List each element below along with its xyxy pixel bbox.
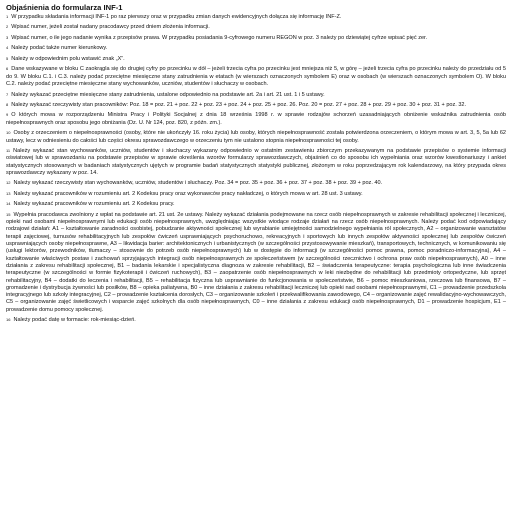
footnote-text: Wpisać numer, o ile jego nadanie wynika z przepisów prawa. W przypadku posiadania 9-cyfrowego numeru REGON w poz. 3 należy po dziewiątej cyfrze wpisać pięć zer.: [11, 34, 428, 41]
footnote-number: 7: [6, 91, 9, 97]
footnote-number: 15: [6, 211, 11, 217]
footnote: [6, 201, 506, 208]
footnote-text: Należy wykazać przeciętne miesięczne stany zatrudnienia, ustalone odpowiednio na podstawie art. 2a i art. 21 ust. 1 i 5 ustawy.: [11, 91, 325, 98]
footnote-text: Wpisać numer, jeżeli został nadany pracodawcy przed dniem złożenia informacji.: [11, 24, 210, 31]
footnote-text: Wypełnia pracodawca zwolniony z wpłat na podstawie art. 21 ust. 2e ustawy. Należy wykazać działania podejmowane na rzecz osób niepełnosprawnych w zakresie rehabilitacji społecznej i leczniczej, opieki nad osobami niepełnosprawnymi lub edukacji osób niepełnosprawnych, uwzględniając wszystkie wiodące rodzaje działań na rzecz osób niepełnosprawnych. Należy podać kod odpowiadający rodzajowi działań: A1 – kształtowanie zaradności osobistej, pobudzanie aktywności społecznej lub wyrabianie umiejętności samodzielnego wypełniania ról społecznych, A2 – organizowanie warsztatów terapii zajęciowej, turnusów rehabilitacyjnych lub zespołów ćwiczeń usprawniających psychoruchowo, rekreacyjnych i sportowych lub innych zespołów aktywności społecznej lub zespołów ćwiczeń usprawniających osoby niepełnosprawne, A3 – likwidacja barier: architektonicznych i urbanistycznych (w szczególności przystosowywanie mieszkań), transportowych, technicznych, w komunikowaniu się (usługi lektorów, przewodników, tłumaczy – stosownie do potrzeb osób niepełnosprawnych) lub w dostępie do informacji (w szczególności pomoc prawna, pomoc poradniczo-informacyjna), A4 – kształtowanie właściwych postaw i zachowań sprzyjających integracji osób niepełnosprawnych ze społeczeństwem (w szczególności rzecznictwo i ochrona praw osób niepełnosprawnych), A0 – inne działania z zakresu rehabilitacji społecznej, B1 – badania lekarskie i specjalistyczna diagnoza w zakresie rehabilitacji, B2 – świadczenia terapeutyczne: terapia psychologiczna lub inne świadczenia terapeutyczne (w szczególności w formie fizykoterapii i ćwiczeń ruchowych), B3 – zaopatrzenie osób niepełnosprawnych w leki niezbędne do rehabilitacji lub przedmioty ortopedyczne, lub sprzęt rehabilitacyjny, B4 – dodatki do leczenia i rehabilitacji, B5 – rehabilitacja fizyczna lub usprawnianie do funkcjonowania w społeczeństwie, B6 – pomoc mieszkaniowa, rzeczowa lub finansowa, B7 – gromadzenie i dystrybucja żywności lub posiłków, B8 – opieka paliatywna, B0 – inne działania z zakresu rehabilitacji leczniczej lub opieki nad osobami niepełnosprawnymi, C1 – prowadzenie przedszkola integracyjnego lub szkoły integracyjnej, C2 – prowadzenie kształcenia dorosłych, C3 – organizowanie szkoleń i przekwalifikowania zawodowego, C4 – organizowanie zajęć rewalidacyjno-wychowawczych, C5 – organizowanie zajęć świetlicowych i wsparcie zajęć szkolnych dla osób niepełnosprawnych, C0 – inne działania z zakresu edukacji osób niepełnosprawnych, D1 – prowadzenie hospicjum, E1 – prowadzenie domu pomocy społecznej.: [6, 211, 506, 313]
footnote-number: 2: [6, 24, 9, 30]
footnote: [6, 102, 506, 109]
footnote-text: Należy wykazać pracowników w rozumieniu art. 2 Kodeksu pracy oraz wykonawców pracy nakładczej, o których mowa w art. 28 ust. 3 ustawy.: [13, 190, 363, 197]
footnote-text: Należy podać datę w formacie: rok-miesiąc-dzień.: [13, 317, 136, 324]
footnote-text: Osoby z orzeczeniem o niepełnosprawności (osoby, które nie ukończyły 16. roku życia) lub osoby, których niepełnosprawność została potwierdzona orzeczeniem, o którym mowa w art. 3, 5, 5a lub 62 ustawy, lecz w odniesieniu do całości lub części okresu sprawozdawczego w orzeczeniu tym nie ustalono stopnia niepełnosprawności tej osoby.: [6, 130, 506, 144]
footnote: [6, 212, 506, 314]
footnote: [6, 14, 506, 21]
footnote-number: 11: [6, 148, 11, 154]
footnote-text: W przypadku składania informacji INF-1 po raz pierwszy oraz w przypadku zmian danych ewidencyjnych dołącza się informację INF-Z.: [11, 14, 342, 20]
footnote-number: 16: [6, 317, 11, 323]
footnote-text: Dane wskazywane w bloku C zaokrągla się do drugiej cyfry po przecinku w dół – jeżeli trzecia cyfra po przecinku jest mniejsza niż 5, w górę – jeżeli trzecia cyfra po przecinku należy do przedziału od 5 do 9. W bloku C.1. i C.3. należy podać przeciętne miesięczne stany zatrudnienia w etatach (w wierszach oznaczonych symbolem E) oraz w osobach (w wierszach oznaczonych symbolem O). W bloku C.2. należy podać przeciętne miesięczne stany wychowanków, uczniów, studentów i słuchaczy w osobach.: [6, 66, 506, 88]
footnote-number: 9: [6, 112, 9, 118]
footnote-number: 8: [6, 101, 9, 107]
footnote-number: 13: [6, 190, 11, 196]
footnote: [6, 35, 506, 42]
footnote-number: 6: [6, 66, 9, 72]
footnote: [6, 56, 506, 63]
footnote: [6, 180, 506, 187]
footnote-number: 12: [6, 180, 11, 186]
footnote-text: Należy wykazać pracowników w rozumieniu art. 2 Kodeksu pracy.: [13, 201, 175, 208]
footnote-number: 1: [6, 14, 9, 19]
footnote: [6, 191, 506, 198]
footnote: [6, 92, 506, 99]
footnote-list: [6, 14, 506, 325]
footnote: [6, 45, 506, 52]
footnote-text: Należy wykazać rzeczywisty stan pracowników: Poz. 18 = poz. 21 + poz. 22 + poz. 23 + poz. 24 + poz. 25 + poz. 26. Poz. 20 = poz. 27 + poz. 28 + poz. 29 + poz. 30 + poz. 31 + poz. 32.: [11, 101, 467, 108]
footnote-number: 3: [6, 34, 9, 40]
footnote-text: Należy w odpowiednim polu wstawić znak „X”.: [11, 55, 125, 62]
footnote-number: 14: [6, 201, 11, 207]
footnote-text: Należy wykazać stan wychowanków, uczniów, studentów i słuchaczy wykazany odpowiednio w ostatnim zestawieniu zbiorczym przekazywanym na podstawie przepisów o systemie informacji oświatowej lub w sprawozdaniu na podstawie przepisów w sprawie określenia wzorów formularzy sprawozdawczych, objaśnień co do sposobu ich wypełniania oraz wzorów kwestionariuszy i ankiet statystycznych stosowanych w badaniach statystycznych ujętych w programie badań statystycznych statystyki publicznej, złożonym w roku poprzedzającym rok kalendarzowy, na który przypada okres sprawozdawczy wykazany w poz. 14.: [6, 148, 506, 176]
footnote: [6, 148, 506, 177]
footnote: [6, 66, 506, 88]
footnote-text: Należy wykazać rzeczywisty stan wychowanków, uczniów, studentów i słuchaczy. Poz. 34 = poz. 35 + poz. 36 + poz. 37 + poz. 38 + poz. 39 + poz. 40.: [13, 180, 383, 187]
footnote: [6, 130, 506, 145]
footnote-number: 5: [6, 55, 9, 61]
footnote: [6, 112, 506, 127]
footnote-text: O których mowa w rozporządzeniu Ministra Pracy i Polityki Socjalnej z dnia 18 września 1998 r. w sprawie rodzajów schorzeń uzasadniających obniżenie wskaźnika zatrudnienia osób niepełnosprawnych oraz sposobu jego obniżania (Dz. U. Nr 124, poz. 820, z późn. zm.).: [6, 112, 506, 126]
document-title: Objaśnienia do formularza INF-1: [6, 3, 123, 12]
footnote-number: 10: [6, 130, 11, 136]
footnote-text: Należy podać także numer kierunkowy.: [11, 45, 108, 52]
footnote-number: 4: [6, 45, 9, 51]
footnote: [6, 317, 506, 324]
footnote: [6, 24, 506, 31]
